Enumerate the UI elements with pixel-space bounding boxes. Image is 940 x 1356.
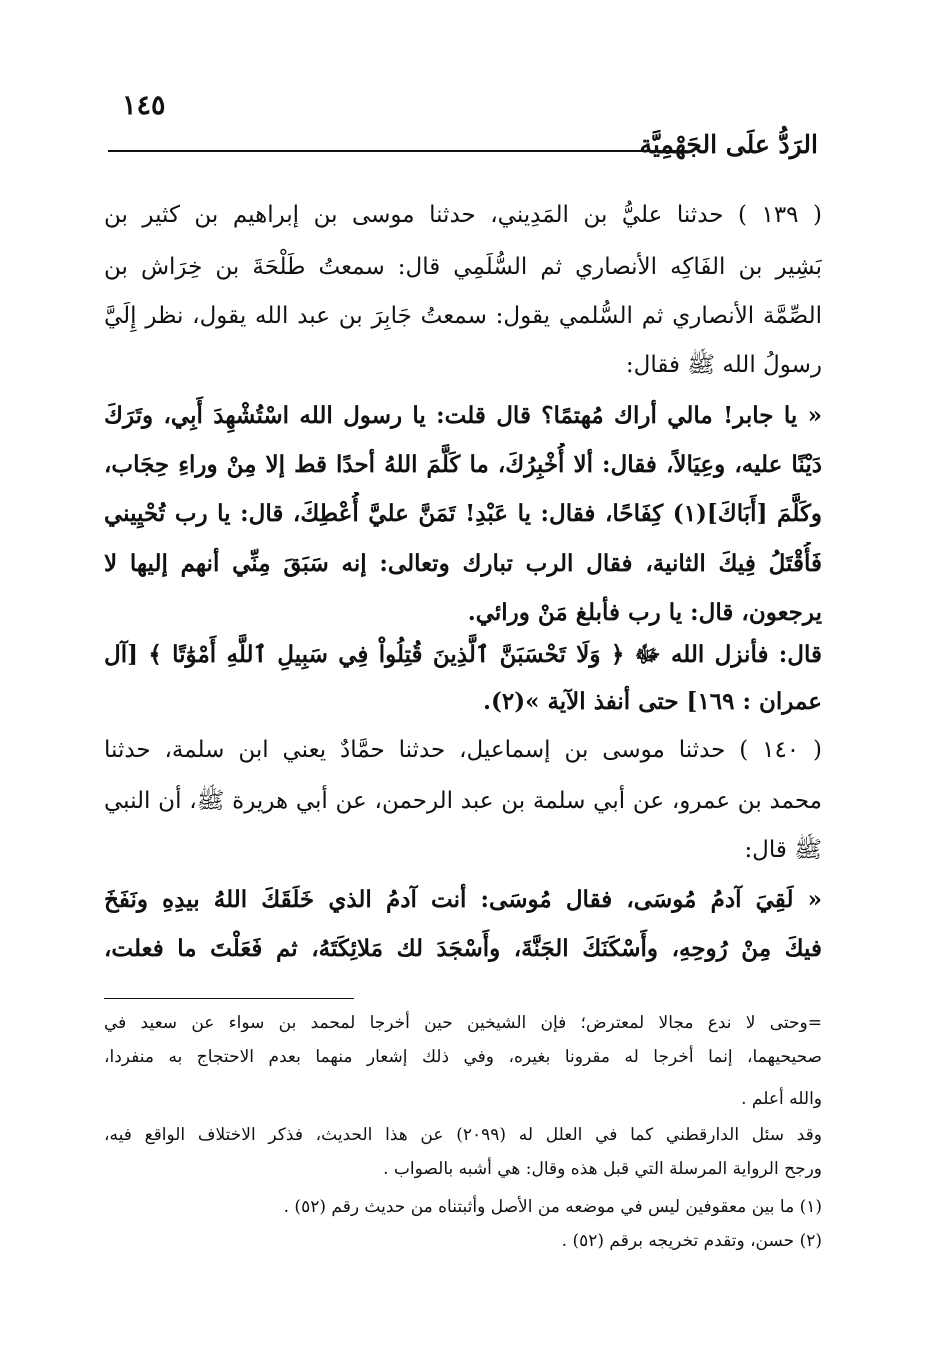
footnote-line: والله أعلم . [741, 1089, 822, 1109]
body-line: ( ١٣٩ ) حدثنا عليُّ بن المَدِيني، حدثنا موسى بن إبراهيم بن كثير بن [104, 202, 822, 228]
footnote-line: ورجح الرواية المرسلة التي قبل هذه وقال: هي أشبه بالصواب . [383, 1159, 822, 1179]
footnote-rule [104, 998, 354, 999]
footnote-line: =وحتى لا ندع مجالا لمعترض؛ فإن الشيخين حين أخرجا لمحمد بن سواء عن سعيد في [104, 1013, 822, 1033]
running-header-title: الرَدُّ علَى الجَهْمِيَّة [639, 130, 818, 159]
body-line: الصِّمَّة الأنصاري ثم السُّلمي يقول: سمعتُ جَابِرَ بن عبد الله يقول، نظر إِلَيَّ [104, 303, 822, 329]
footnote-line: وقد سئل الدارقطني كما في العلل له (٢٠٩٩) عن هذا الحديث، فذكر الاختلاف الواقع فيه، [104, 1125, 822, 1145]
body-line: « لَقِيَ آدمُ مُوسَى، فقال مُوسَى: أنت آدمُ الذي خَلَقَكَ اللهُ بيدِهِ ونَفَخَ [104, 886, 822, 913]
footnote-line: صحيحيهما، إنما أخرجا له مقرونا بغيره، وفي ذلك إشعار منهما بعدم الاحتجاج به منفردا، [104, 1047, 822, 1067]
footnote-1: (١) ما بين معقوفين ليس في موضعه من الأصل وأثبتناه من حديث رقم (٥٢) . [283, 1197, 822, 1217]
body-line: ( ١٤٠ ) حدثنا موسى بن إسماعيل، حدثنا حمَّادٌ يعني ابن سلمة، حدثنا [104, 737, 822, 763]
body-line: رسولُ الله ﷺ فقال: [625, 352, 822, 378]
body-line: عمران : ١٦٩] حتى أنفذ الآية »(٢). [482, 688, 822, 715]
footnote-2: (٢) حسن، وتقدم تخريجه برقم (٥٢) . [561, 1231, 822, 1251]
body-line: قال: فأنزل الله ﷻ ﴿ وَلَا تَحْسَبَنَّ ٱلَّذِينَ قُتِلُواْ فِي سَبِيلِ ٱللَّهِ أَمْوَٰتًا ﴾ [آل [104, 641, 822, 668]
body-line: محمد بن عمرو، عن أبي سلمة بن عبد الرحمن، عن أبي هريرة ﷺ، أن النبي [104, 788, 822, 814]
header-rule [108, 150, 686, 152]
body-line: وكَلَّمَ [أَبَاكَ](١) كِفَاحًا، فقال: يا عَبْدِ! تَمَنَّ عليَّ أُعْطِكَ، قال: يا رب تُحْيِيني [104, 500, 822, 527]
body-line: فَأُقْتَلُ فِيكَ الثانية، فقال الرب تبارك وتعالى: إنه سَبَقَ مِنِّي أنهم إليها لا [104, 550, 822, 577]
body-line: ﷺ قال: [744, 837, 822, 863]
body-line: « يا جابر! مالي أراك مُهتمًا؟ قال قلت: يا رسول الله اسْتُشْهِدَ أَبِي، وتَرَكَ [104, 402, 822, 429]
body-line: دَيْنًا عليه، وعِيَالاً، فقال: ألا أُخْبِرُكَ، ما كَلَّمَ اللهُ أحدًا قط إلا مِنْ وراءِ حِجَاب، [104, 451, 822, 478]
body-line: فيكَ مِنْ رُوحِهِ، وأَسْكَنَكَ الجَنَّةَ، وأَسْجَدَ لك مَلائِكَتَهُ، ثم فَعَلْتَ ما فعلت، [104, 935, 822, 962]
body-line: بَشِير بن الفَاكِه الأنصاري ثم السُّلَمِي قال: سمعتُ طَلْحَةَ بن خِرَاش بن [104, 254, 822, 280]
body-line: يرجعون، قال: يا رب فأبلغ مَنْ ورائي. [467, 599, 822, 626]
page-number: ١٤٥ [122, 90, 166, 121]
